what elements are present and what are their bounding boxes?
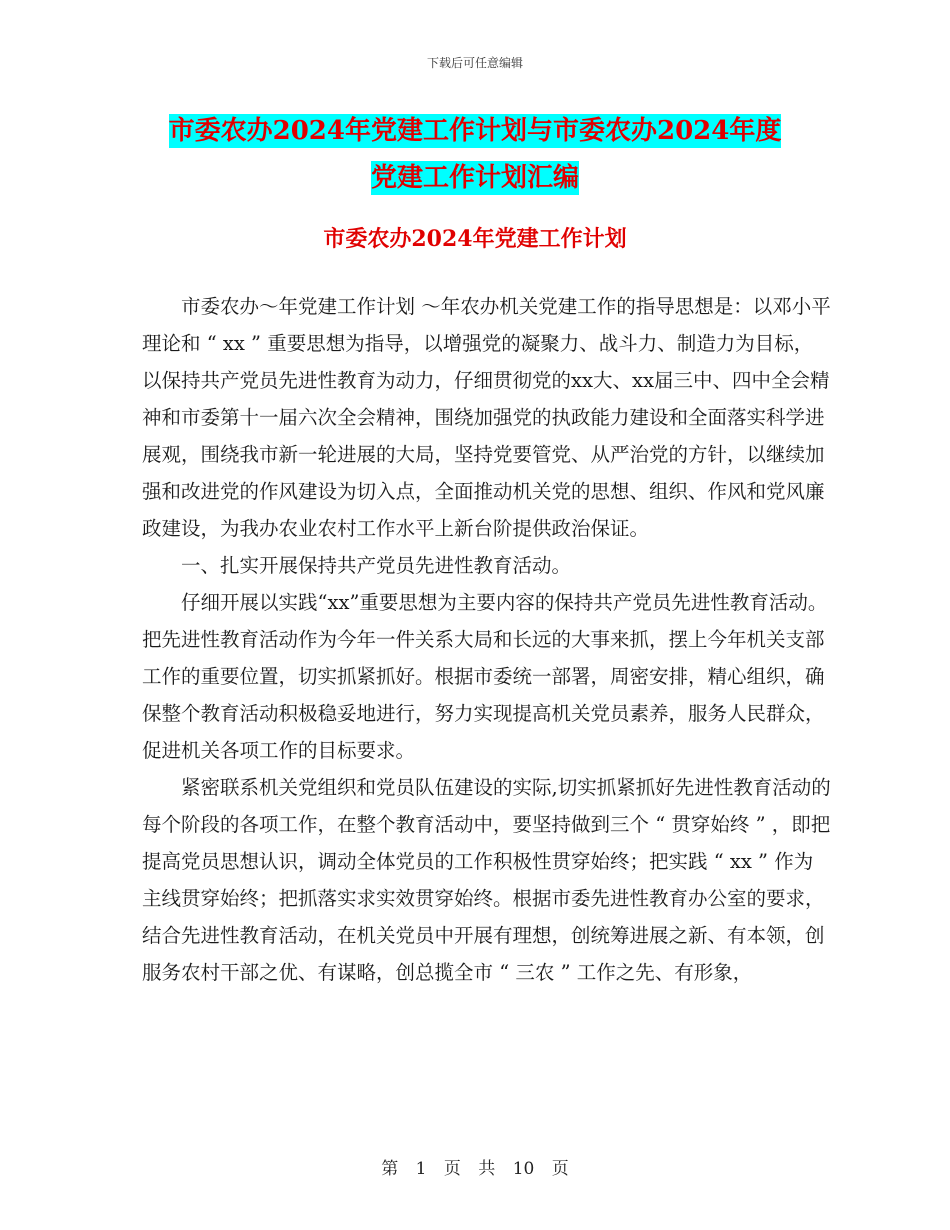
paragraph: 市委农办～年党建工作计划 ～年农办机关党建工作的指导思想是：以邓小平理论和 “ xx ” 重要思想为指导，以增强党的凝聚力、战斗力、制造力为目标，以保持共产党员先进性教育为动力，仔细贯彻党的xx大、xx届三中、四中全会精神和市委第十一届六次全会精神，围绕加强党的执政能力建设和全面落实科学进展观，围绕我市新一轮进展的大局，坚持党要管党、从严治党的方针，以继续加强和改进党的作风建设为切入点，全面推动机关党的思想、组织、作风和党风廉政建设，为我办农业农村工作水平上新台阶提供政治保证。 [142, 295, 831, 540]
footer-label-gong: 共 [478, 1159, 496, 1179]
current-page-number: 1 [415, 1159, 427, 1179]
footer-label-ye: 页 [443, 1159, 461, 1179]
section-title: 市委农办2024年党建工作计划 [323, 226, 627, 252]
paragraph: 紧密联系机关党组织和党员队伍建设的实际,切实抓紧抓好先进性教育活动的每个阶段的各项工作，在整个教育活动中，要坚持做到三个 “ 贯穿始终 ” ，即把提高党员思想认识，调动全体党员的工作积极性贯穿始终；把实践 “ xx ” 作为主线贯穿始终；把抓落实求实效贯穿始终。根据市委先进性教育办公室的要求，结合先进性教育活动，在机关党员中开展有理想，创统筹进展之新、有本领，创服务农村干部之优、有谋略，创总揽全市 “ 三农 ” 工作之先、有形象， [142, 776, 831, 984]
footer-label-ye-2: 页 [551, 1159, 569, 1179]
document-body [142, 288, 832, 991]
footer-label-di: 第 [381, 1159, 399, 1179]
paragraph: 仔细开展以实践“xx”重要思想为主要内容的保持共产党员先进性教育活动。把先进性教育活动作为今年一件关系大局和长远的大事来抓，摆上今年机关支部工作的重要位置，切实抓紧抓好。根据市委统一部署，周密安排，精心组织，确保整个教育活动积极稳妥地进行，努力实现提高机关党员素养，服务人民群众，促进机关各项工作的目标要求。 [142, 591, 828, 762]
document-title [0, 108, 950, 202]
title-line-2: 党建工作计划汇编 [370, 163, 579, 193]
title-line-1: 市委农办2024年党建工作计划与市委农办2024年度 [168, 116, 782, 146]
paragraph: 一、扎实开展保持共产党员先进性教育活动。 [181, 554, 572, 577]
header-note: 下载后可任意编辑 [426, 56, 523, 70]
total-page-count: 10 [512, 1159, 535, 1179]
page-footer [0, 1154, 950, 1179]
